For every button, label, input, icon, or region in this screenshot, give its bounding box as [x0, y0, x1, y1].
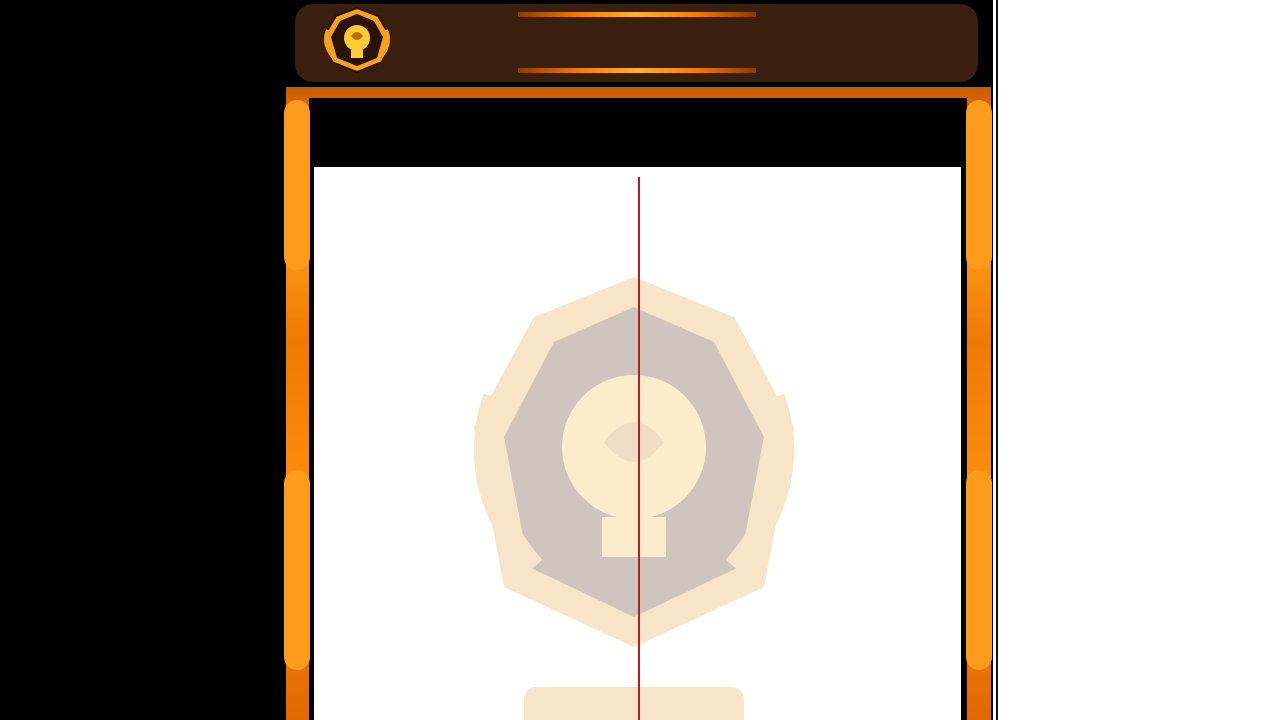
brand-bar-top	[518, 12, 756, 17]
right-border-line	[996, 0, 998, 720]
side-tab-right-top	[966, 100, 992, 270]
side-tab-left-bottom	[284, 470, 310, 670]
worksheet-page	[314, 167, 961, 720]
column-divider	[638, 177, 640, 720]
logo-emblem-icon	[320, 6, 394, 80]
side-tab-right-bottom	[966, 470, 992, 670]
brand-bar-bottom	[518, 68, 756, 73]
right-margin	[993, 0, 1280, 720]
watermark-logo-icon	[464, 267, 804, 720]
side-tab-left-top	[284, 100, 310, 270]
